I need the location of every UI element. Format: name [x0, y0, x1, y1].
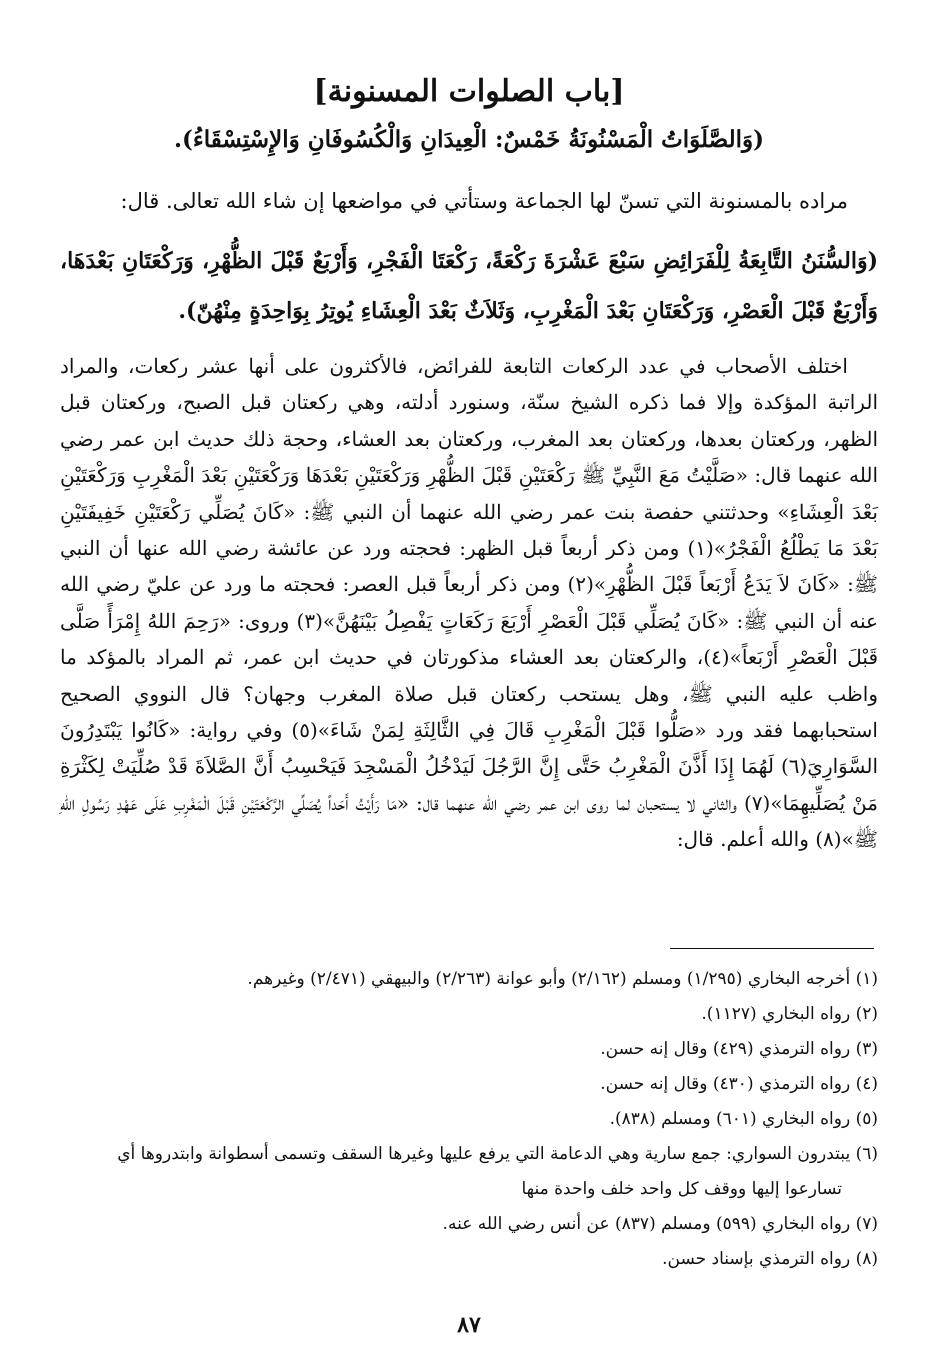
footnote-3: (٣) رواه الترمذي (٤٢٩) وقال إنه حسن. [600, 1039, 878, 1059]
page-number: ٨٧ [457, 1312, 481, 1338]
footnote-8: (٨) رواه الترمذي بإسناد حسن. [662, 1249, 878, 1269]
footnote-4: (٤) رواه الترمذي (٤٣٠) وقال إنه حسن. [600, 1074, 878, 1094]
footnote-7: (٧) رواه البخاري (٥٩٩) ومسلم (٨٣٧) عن أنس رضي الله عنه. [442, 1214, 878, 1234]
footnote-divider [670, 948, 874, 949]
footnote-6: (٦) يبتدرون السواري: جمع سارية وهي الدعامة التي يرفع عليها وغيرها السقف وتسمى أسطوانة وابتدروها أي تسارعوا إليها ووقف كل واحد خلف واحدة منها [117, 1144, 878, 1199]
footnotes-list [60, 962, 878, 1277]
footnote-2: (٢) رواه البخاري (١١٢٧). [701, 1004, 878, 1024]
footnote-5: (٥) رواه البخاري (٦٠١) ومسلم (٨٣٨). [609, 1109, 878, 1129]
commentary-body: اختلف الأصحاب في عدد الركعات التابعة للفرائض، فالأكثرون على أنها عشر ركعات، والمراد الراتبة المؤكدة وإلا فما ذكره الشيخ سنّة، وسنورد أدلته، وهي ركعتان قبل الصبح، وركعتان قبل الظهر، وركعتان بعدها، وركعتان بعد المغرب، وركعتان بعد العشاء، وحجة ذلك حديث ابن عمر رضي الله عنهما قال: «صَلَّيْتُ مَعَ النَّبِيِّ ﷺ رَكْعَتَيْنِ قَبْلَ الظُّهْرِ وَرَكْعَتَيْنِ بَعْدَهَا وَرَكْعَتَيْنِ بَعْدَ الْمَغْرِبِ وَرَكْعَتَيْنِ بَعْدَ الْعِشَاءِ» وحدثتني حفصة بنت عمر رضي الله عنهما أن النبي ﷺ: «كَانَ يُصَلِّي رَكْعَتَيْنِ خَفِيفَتَيْنِ بَعْدَ مَا يَطْلُعُ الْفَجْرُ»(١) ومن ذكر أربعاً قبل الظهر: فحجته ورد عن عائشة رضي الله عنها أن النبي ﷺ: «كَانَ لاَ يَدَعُ أَرْبَعاً قَبْلَ الظُّهْرِ»(٢) ومن ذكر أربعاً قبل العصر: فحجته ما ورد عن عليّ رضي الله عنه أن النبي ﷺ: «كَانَ يُصَلِّي قَبْلَ الْعَصْرِ أَرْبَعَ رَكَعَاتٍ يَفْصِلُ بَيْنَهُنَّ»(٣) وروى: «رَحِمَ اللهُ إِمْرَأً صَلَّى قَبْلَ الْعَصْرِ أَرْبَعاً»(٤)، والركعتان بعد العشاء مذكورتان في حديث ابن عمر، ثم المراد بالمؤكد ما واظب عليه النبي ﷺ، وهل يستحب ركعتان قبل صلاة المغرب وجهان؟ قال النووي الصحيح استحبابهما فقد ورد «صَلُّوا قَبْلَ الْمَغْرِبِ قَالَ فِي الثَّالِثَةِ لِمَنْ شَاءَ»(٥) وفي رواية: «كَانُوا يَبْتَدِرُونَ السَّوَارِيَ(٦) لَهُمَا إِذَا أَذَّنَ الْمَغْرِبُ حَتَّى إِنَّ الرَّجُلَ لَيَدْخُلُ الْمَسْجِدَ فَيَحْسِبُ أَنَّ الصَّلاَةَ قَدْ صُلِّيَتْ لِكَثْرَةِ مَنْ يُصَلِّيهِمَا»(٧) والثاني لا يستحبان لما روى ابن عمر رضي الله عنهما قال: «مَا رَأَيْتُ أَحَداً يُصَلِّي الرَّكْعَتَيْنِ قَبْلَ الْمَغْرِبِ عَلَى عَهْدِ رَسُولِ اللهِ ﷺ»(٨) والله أعلم. قال: [60, 354, 879, 852]
chapter-title: [باب الصلوات المسنونة] [313, 74, 625, 109]
matn-sunan: (وَالسُّنَنُ التَّابِعَةُ لِلْفَرَائِضِ سَبْعَ عَشْرَةَ رَكْعَةً، رَكْعَتَا الْفَجْرِ، وَأَرْبَعٌ قَبْلَ الظُّهْرِ، وَرَكْعَتَانِ بَعْدَهَا، وَأَرْبَعٌ قَبْلَ الْعَصْرِ، وَرَكْعَتَانِ بَعْدَ الْمَغْرِبِ، وَثَلاَثٌ بَعْدَ الْعِشَاءِ يُوتِرُ بِوَاحِدَةٍ مِنْهُنّ). [60, 248, 878, 324]
commentary-paragraph-1: مراده بالمسنونة التي تسنّ لها الجماعة وستأتي في مواضعها إن شاء الله تعالى. قال: [120, 189, 848, 213]
matn-intro: (وَالصَّلَوَاتُ الْمَسْنُونَةُ خَمْسٌ: الْعِيدَانِ وَالْكُسُوفَانِ وَالإِسْتِسْقَاءُ). [174, 126, 764, 153]
footnote-1: (١) أخرجه البخاري (١/٢٩٥) ومسلم (٢/١٦٢) وأبو عوانة (٢/٢٦٣) والبيهقي (٢/٤٧١) وغيرهم. [247, 969, 878, 989]
